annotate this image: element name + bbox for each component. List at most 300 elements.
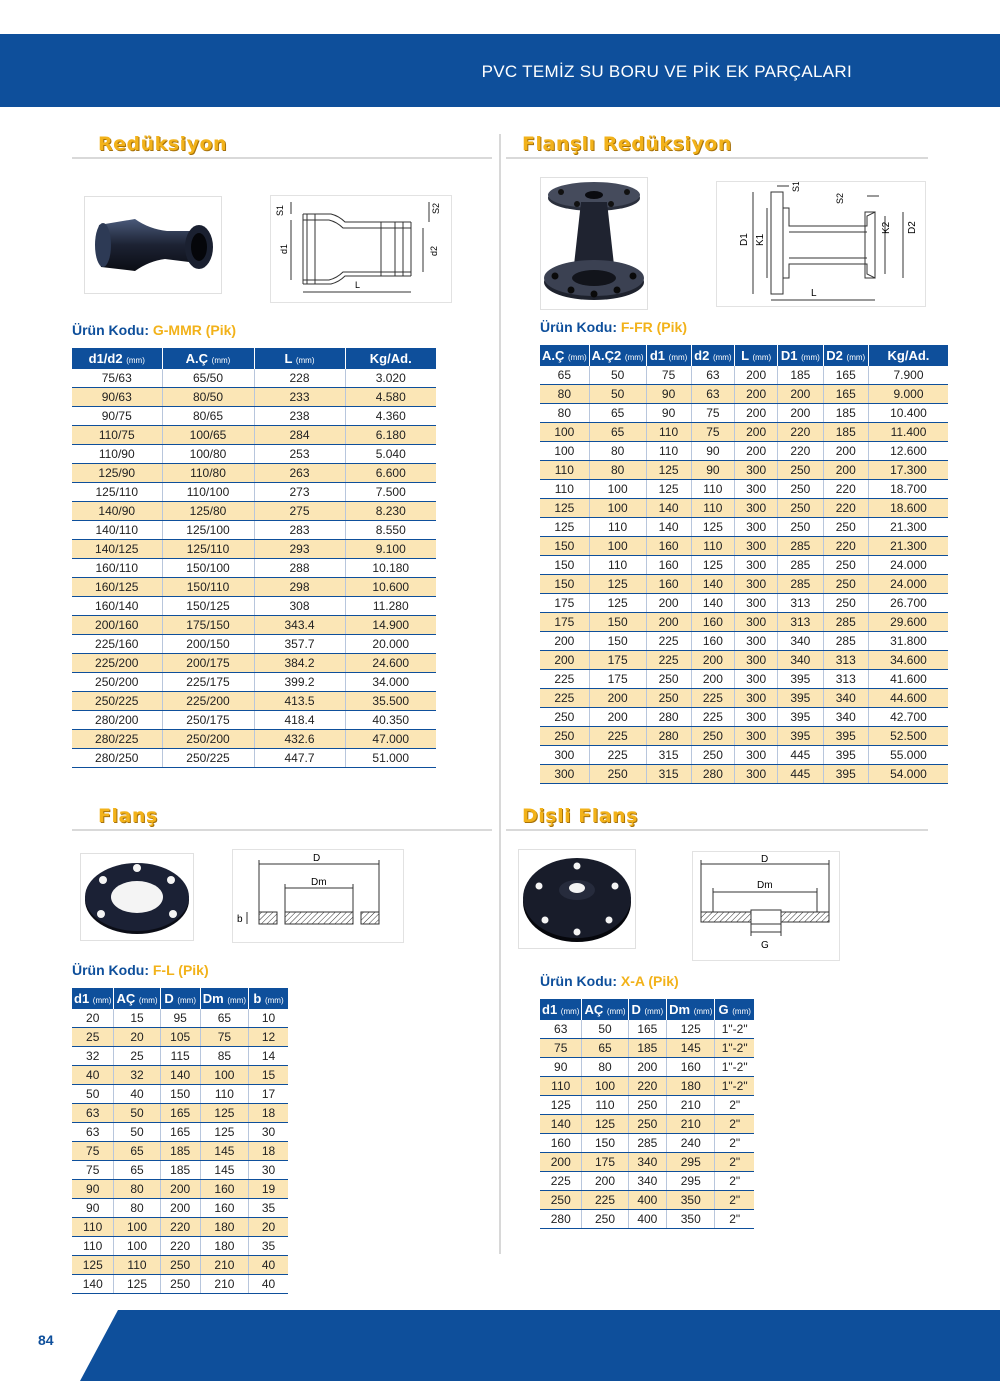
table-cell: 80 — [114, 1180, 160, 1199]
table-cell: 140 — [646, 499, 691, 518]
column-unit: (mm) — [668, 353, 688, 362]
table-cell: 110 — [72, 1237, 114, 1256]
table-cell: 75 — [72, 1142, 114, 1161]
column-unit: (mm) — [732, 1007, 751, 1016]
table-cell: 160 — [200, 1199, 248, 1218]
column-label: A.Ç — [542, 348, 565, 363]
table-cell: 250 — [778, 461, 823, 480]
page-number: 84 — [38, 1332, 54, 1348]
column-label: b — [253, 991, 262, 1006]
table-cell: 220 — [160, 1237, 200, 1256]
reduksiyon-drawing-s2: S2 — [431, 202, 441, 214]
table-cell: 250/200 — [162, 730, 254, 749]
table-cell: 150/125 — [162, 597, 254, 616]
table-cell: 150 — [160, 1085, 200, 1104]
table-cell: 110 — [589, 518, 646, 537]
flansli-reduksiyon-code-label: Ürün Kodu: — [540, 319, 617, 335]
disli-flans-drawing-d: D — [761, 854, 769, 865]
table-cell: 432.6 — [254, 730, 345, 749]
table-cell: 150/110 — [162, 578, 254, 597]
table-cell: 125 — [114, 1275, 160, 1294]
table-cell: 2" — [715, 1134, 754, 1153]
table-row — [72, 1256, 288, 1275]
column-label: d1 — [74, 991, 90, 1006]
table-cell: 125 — [200, 1104, 248, 1123]
table-cell: 8.550 — [345, 521, 436, 540]
table-cell: 14.900 — [345, 616, 436, 635]
table-cell: 40.350 — [345, 711, 436, 730]
reduksiyon-col-header — [254, 348, 345, 369]
table-cell: 285 — [823, 632, 868, 651]
table-cell: 85 — [200, 1047, 248, 1066]
table-row — [540, 1039, 754, 1058]
table-cell: 225 — [691, 689, 735, 708]
table-cell: 100 — [114, 1218, 160, 1237]
flansli-reduksiyon-table — [540, 345, 948, 784]
table-row — [72, 692, 436, 711]
table-cell: 200 — [589, 689, 646, 708]
table-cell: 100 — [540, 442, 589, 461]
table-cell: 125 — [540, 499, 589, 518]
table-cell: 2" — [715, 1096, 754, 1115]
table-cell: 63 — [72, 1104, 114, 1123]
table-cell: 17 — [249, 1085, 288, 1104]
flans-table-body — [72, 1009, 288, 1294]
table-cell: 250 — [778, 499, 823, 518]
table-cell: 100/65 — [162, 426, 254, 445]
table-cell: 32 — [72, 1047, 114, 1066]
table-cell: 210 — [200, 1275, 248, 1294]
table-cell: 288 — [254, 559, 345, 578]
table-cell: 125 — [540, 1096, 582, 1115]
table-cell: 145 — [200, 1161, 248, 1180]
table-cell: 300 — [735, 594, 778, 613]
table-cell: 75 — [540, 1039, 582, 1058]
table-cell: 75 — [691, 404, 735, 423]
table-row — [72, 1142, 288, 1161]
table-cell: 90 — [72, 1180, 114, 1199]
header-title: PVC TEMİZ SU BORU VE PİK EK PARÇALARI — [481, 62, 852, 81]
table-cell: 300 — [735, 461, 778, 480]
table-row — [72, 369, 436, 388]
table-cell: 180 — [200, 1218, 248, 1237]
table-cell: 418.4 — [254, 711, 345, 730]
table-cell: 125 — [691, 556, 735, 575]
table-cell: 395 — [778, 708, 823, 727]
table-cell: 220 — [778, 442, 823, 461]
table-cell: 225 — [646, 632, 691, 651]
table-cell: 65/50 — [162, 369, 254, 388]
table-cell: 225/200 — [72, 654, 162, 673]
column-unit: (mm) — [712, 353, 732, 362]
column-label: L — [741, 348, 749, 363]
table-row — [72, 1237, 288, 1256]
table-cell: 263 — [254, 464, 345, 483]
table-cell: 110/80 — [162, 464, 254, 483]
table-cell: 110/75 — [72, 426, 162, 445]
disli-flans-photo — [518, 849, 636, 949]
table-cell: 400 — [628, 1191, 667, 1210]
table-cell: 250/175 — [162, 711, 254, 730]
table-cell: 250 — [691, 727, 735, 746]
table-cell: 250 — [628, 1096, 667, 1115]
table-cell: 47.000 — [345, 730, 436, 749]
table-cell: 100 — [589, 537, 646, 556]
table-cell: 65 — [200, 1009, 248, 1028]
table-cell: 2" — [715, 1191, 754, 1210]
table-cell: 165 — [823, 385, 868, 404]
table-cell: 250 — [778, 518, 823, 537]
reduksiyon-title: Redüksiyon — [98, 133, 228, 155]
table-cell: 63 — [540, 1020, 582, 1039]
reduksiyon-photo — [84, 196, 222, 294]
table-cell: 185 — [628, 1039, 667, 1058]
table-row — [72, 540, 436, 559]
table-cell: 35 — [249, 1199, 288, 1218]
table-cell: 160 — [691, 632, 735, 651]
table-cell: 75/63 — [72, 369, 162, 388]
table-cell: 90/63 — [72, 388, 162, 407]
table-cell: 21.300 — [868, 537, 948, 556]
flansli-reduksiyon-drawing-d1: D1 — [739, 233, 750, 246]
table-cell: 90 — [540, 1058, 582, 1077]
table-cell: 20 — [72, 1009, 114, 1028]
flansli-reduksiyon-drawing — [716, 181, 926, 307]
table-cell: 200 — [778, 404, 823, 423]
table-cell: 100 — [589, 480, 646, 499]
reduksiyon-table-body — [72, 369, 436, 768]
table-row — [540, 556, 948, 575]
table-cell: 24.000 — [868, 575, 948, 594]
table-cell: 40 — [72, 1066, 114, 1085]
column-unit: (mm) — [801, 353, 820, 362]
table-cell: 250 — [823, 556, 868, 575]
table-cell: 308 — [254, 597, 345, 616]
flansli-reduksiyon-drawing-l: L — [811, 288, 817, 299]
table-cell: 300 — [540, 765, 589, 784]
table-cell: 18.700 — [868, 480, 948, 499]
table-cell: 300 — [735, 670, 778, 689]
table-cell: 140/125 — [72, 540, 162, 559]
table-cell: 300 — [735, 746, 778, 765]
table-cell: 140 — [691, 575, 735, 594]
flans-code-label: Ürün Kodu: — [72, 962, 149, 978]
table-cell: 125/90 — [72, 464, 162, 483]
table-cell: 51.000 — [345, 749, 436, 768]
table-cell: 25 — [114, 1047, 160, 1066]
flansli-reduksiyon-col-header — [589, 345, 646, 366]
flans-title: Flanş — [98, 805, 158, 827]
table-cell: 10.400 — [868, 404, 948, 423]
disli-flans-title: Dişli Flanş — [522, 805, 638, 827]
flansli-reduksiyon-col-header — [646, 345, 691, 366]
table-cell: 80 — [114, 1199, 160, 1218]
column-unit: (mm) — [264, 996, 284, 1005]
table-cell: 238 — [254, 407, 345, 426]
flans-table — [72, 988, 288, 1294]
table-cell: 110/90 — [72, 445, 162, 464]
table-cell: 228 — [254, 369, 345, 388]
flansli-reduksiyon-table-body — [540, 366, 948, 784]
table-cell: 225 — [589, 727, 646, 746]
column-unit: (mm) — [92, 996, 112, 1005]
flansli-reduksiyon-drawing-k1: K1 — [755, 233, 766, 246]
disli-flans-drawing-g: G — [761, 940, 769, 951]
table-cell: 110 — [646, 423, 691, 442]
flansli-reduksiyon-code-value: F-FR (Pik) — [620, 319, 687, 335]
column-label: D2 — [826, 348, 843, 363]
table-row — [72, 1218, 288, 1237]
table-row — [540, 670, 948, 689]
disli-flans-col-header — [667, 999, 715, 1020]
table-cell: 125/80 — [162, 502, 254, 521]
table-cell: 175/150 — [162, 616, 254, 635]
table-cell: 125 — [691, 518, 735, 537]
table-cell: 225 — [646, 651, 691, 670]
flansli-reduksiyon-title-line — [506, 157, 928, 159]
table-cell: 250/225 — [162, 749, 254, 768]
disli-flans-table — [540, 999, 754, 1229]
table-cell: 210 — [667, 1115, 715, 1134]
table-cell: 9.000 — [868, 385, 948, 404]
table-cell: 395 — [778, 689, 823, 708]
table-cell: 357.7 — [254, 635, 345, 654]
column-unit: (mm) — [138, 996, 158, 1005]
column-unit: (mm) — [295, 356, 315, 365]
table-cell: 35 — [249, 1237, 288, 1256]
reduksiyon-col-header — [162, 348, 254, 369]
table-cell: 31.800 — [868, 632, 948, 651]
table-cell: 340 — [778, 651, 823, 670]
table-cell: 1"-2" — [715, 1077, 754, 1096]
table-cell: 220 — [628, 1077, 667, 1096]
disli-flans-drawing — [692, 851, 840, 961]
table-cell: 125 — [72, 1256, 114, 1275]
table-cell: 110 — [691, 537, 735, 556]
column-label: A.Ç — [185, 351, 209, 366]
table-cell: 2" — [715, 1172, 754, 1191]
table-cell: 185 — [160, 1161, 200, 1180]
column-label: AÇ — [116, 991, 136, 1006]
flansli-reduksiyon-col-header — [778, 345, 823, 366]
table-cell: 125/110 — [72, 483, 162, 502]
table-cell: 125/100 — [162, 521, 254, 540]
table-cell: 250 — [582, 1210, 628, 1229]
table-cell: 160/140 — [72, 597, 162, 616]
table-row — [540, 423, 948, 442]
disli-flans-col-header — [628, 999, 667, 1020]
flans-title-line — [72, 829, 492, 831]
table-cell: 175 — [540, 594, 589, 613]
table-cell: 300 — [735, 480, 778, 499]
table-cell: 65 — [540, 366, 589, 385]
table-cell: 445 — [778, 765, 823, 784]
table-cell: 17.300 — [868, 461, 948, 480]
flansli-reduksiyon-drawing-d2: D2 — [907, 221, 918, 234]
flans-drawing — [232, 849, 404, 943]
reduksiyon-col-header — [72, 348, 162, 369]
table-cell: 20 — [249, 1218, 288, 1237]
table-cell: 225/160 — [72, 635, 162, 654]
table-row — [72, 616, 436, 635]
table-cell: 315 — [646, 746, 691, 765]
flansli-reduksiyon-product-code — [540, 319, 687, 335]
table-cell: 160 — [646, 537, 691, 556]
disli-flans-title-line — [506, 829, 928, 831]
table-cell: 240 — [667, 1134, 715, 1153]
table-cell: 9.100 — [345, 540, 436, 559]
table-cell: 200 — [823, 442, 868, 461]
column-label: D1 — [780, 348, 798, 363]
header-bar — [0, 34, 1000, 107]
table-cell: 2" — [715, 1210, 754, 1229]
reduksiyon-code-value: G-MMR (Pik) — [152, 322, 237, 338]
table-row — [540, 499, 948, 518]
table-cell: 200 — [582, 1172, 628, 1191]
table-row — [72, 1180, 288, 1199]
table-cell: 145 — [667, 1039, 715, 1058]
table-cell: 185 — [160, 1142, 200, 1161]
table-cell: 284 — [254, 426, 345, 445]
table-cell: 395 — [778, 727, 823, 746]
table-cell: 63 — [691, 366, 735, 385]
table-row — [540, 1058, 754, 1077]
column-unit: (mm) — [846, 353, 866, 362]
table-cell: 293 — [254, 540, 345, 559]
table-cell: 50 — [589, 385, 646, 404]
column-unit: (mm) — [693, 1007, 713, 1016]
table-cell: 55.000 — [868, 746, 948, 765]
table-cell: 50 — [114, 1123, 160, 1142]
table-cell: 25 — [72, 1028, 114, 1047]
table-row — [540, 442, 948, 461]
table-cell: 180 — [200, 1237, 248, 1256]
table-cell: 110 — [691, 480, 735, 499]
table-cell: 26.700 — [868, 594, 948, 613]
table-cell: 298 — [254, 578, 345, 597]
table-row — [540, 366, 948, 385]
table-row — [72, 711, 436, 730]
table-cell: 225 — [589, 746, 646, 765]
reduksiyon-drawing-d1: d1 — [279, 243, 289, 254]
table-cell: 150 — [540, 556, 589, 575]
table-cell: 50 — [114, 1104, 160, 1123]
table-cell: 34.000 — [345, 673, 436, 692]
table-cell: 250 — [589, 765, 646, 784]
table-cell: 44.600 — [868, 689, 948, 708]
table-cell: 1"-2" — [715, 1058, 754, 1077]
reduksiyon-title-line — [72, 157, 492, 159]
column-label: d1 — [542, 1002, 558, 1017]
table-cell: 200/150 — [162, 635, 254, 654]
reduksiyon-table — [72, 348, 436, 768]
column-label: Kg/Ad. — [887, 348, 930, 363]
table-row — [72, 483, 436, 502]
table-cell: 200 — [735, 404, 778, 423]
disli-flans-table-header — [540, 999, 754, 1020]
flans-col-header — [114, 988, 160, 1009]
table-row — [72, 445, 436, 464]
table-cell: 395 — [778, 670, 823, 689]
table-row — [72, 502, 436, 521]
table-cell: 8.230 — [345, 502, 436, 521]
table-cell: 65 — [114, 1161, 160, 1180]
table-row — [72, 521, 436, 540]
column-label: AÇ — [584, 1002, 604, 1017]
table-cell: 30 — [249, 1161, 288, 1180]
table-cell: 220 — [160, 1218, 200, 1237]
table-cell: 250 — [540, 708, 589, 727]
table-cell: 200 — [735, 385, 778, 404]
table-cell: 250 — [646, 670, 691, 689]
table-cell: 225 — [540, 670, 589, 689]
table-cell: 10.180 — [345, 559, 436, 578]
column-unit: (mm) — [126, 356, 145, 365]
table-cell: 110 — [691, 499, 735, 518]
reduksiyon-drawing-l: L — [355, 280, 361, 290]
table-cell: 110/100 — [162, 483, 254, 502]
table-cell: 340 — [778, 632, 823, 651]
table-row — [72, 749, 436, 768]
table-cell: 225/175 — [162, 673, 254, 692]
table-cell: 125 — [589, 575, 646, 594]
table-cell: 160 — [200, 1180, 248, 1199]
flansli-reduksiyon-drawing-s2: S2 — [835, 192, 845, 204]
reduksiyon-table-header — [72, 348, 436, 369]
table-cell: 65 — [589, 423, 646, 442]
flansli-reduksiyon-title: Flanşlı Redüksiyon — [522, 133, 732, 155]
table-cell: 50 — [582, 1020, 628, 1039]
table-cell: 150 — [589, 632, 646, 651]
table-row — [540, 746, 948, 765]
table-row — [540, 1020, 754, 1039]
table-cell: 150/100 — [162, 559, 254, 578]
table-cell: 20.000 — [345, 635, 436, 654]
table-row — [72, 1104, 288, 1123]
reduksiyon-col-header — [345, 348, 436, 369]
table-cell: 75 — [646, 366, 691, 385]
table-cell: 65 — [114, 1142, 160, 1161]
table-cell: 54.000 — [868, 765, 948, 784]
table-cell: 12.600 — [868, 442, 948, 461]
table-cell: 200 — [823, 461, 868, 480]
disli-flans-code-value: X-A (Pik) — [620, 973, 679, 989]
table-cell: 160/125 — [72, 578, 162, 597]
table-cell: 165 — [160, 1123, 200, 1142]
table-cell: 280 — [691, 765, 735, 784]
column-unit: (mm) — [560, 1007, 580, 1016]
flans-table-header — [72, 988, 288, 1009]
table-cell: 2" — [715, 1115, 754, 1134]
table-cell: 220 — [823, 480, 868, 499]
table-cell: 80 — [540, 404, 589, 423]
reduksiyon-drawing — [270, 195, 452, 303]
column-label: Dm — [202, 991, 224, 1006]
table-cell: 200 — [589, 708, 646, 727]
table-cell: 24.000 — [868, 556, 948, 575]
table-cell: 125 — [646, 480, 691, 499]
table-cell: 340 — [823, 689, 868, 708]
disli-flans-col-header — [715, 999, 754, 1020]
table-cell: 343.4 — [254, 616, 345, 635]
table-cell: 273 — [254, 483, 345, 502]
table-cell: 200 — [540, 651, 589, 670]
table-cell: 225 — [582, 1191, 628, 1210]
table-cell: 125 — [540, 518, 589, 537]
table-cell: 75 — [691, 423, 735, 442]
table-cell: 19 — [249, 1180, 288, 1199]
table-row — [540, 1115, 754, 1134]
